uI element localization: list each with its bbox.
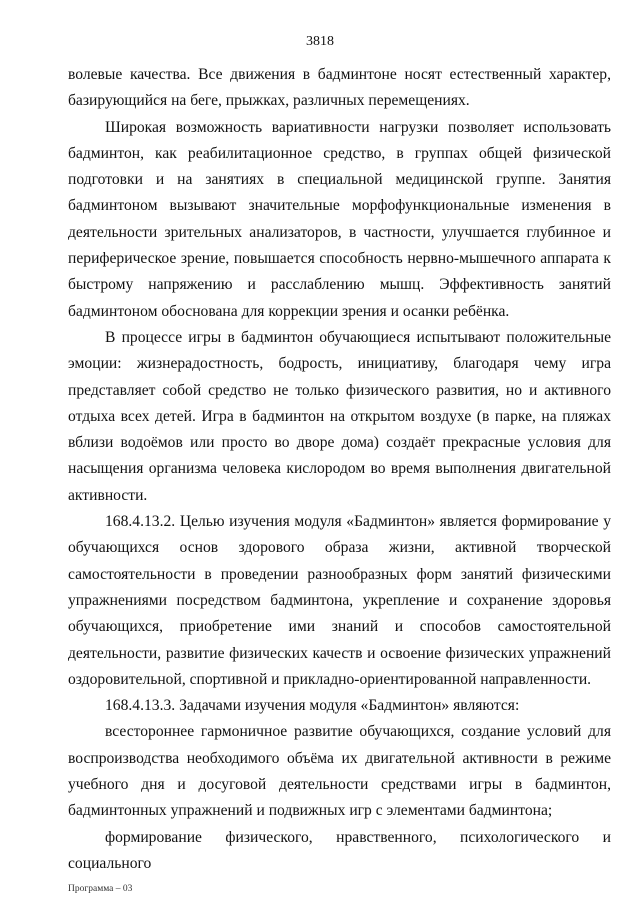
paragraph-tasks-heading: 168.4.13.3. Задачами изучения модуля «Бадминтон» являются: — [105, 697, 520, 715]
paragraph-continuation: волевые качества. Все движения в бадминтоне носят естественный характер, базирующийся на беге, прыжках, различных перемещениях. — [68, 66, 611, 110]
paragraph-emotions: В процессе игры в бадминтон обучающиеся испытывают положительные эмоции: жизнерадостность, бодрость, инициативу, благодаря чему игра представляет собой средство не только физического развития, но и активного отдыха всех детей. Игра в бадминтон на открытом воздухе (в парке, на пляжах вблизи водоёмов или просто во дворе дома) создаёт прекрасные условия для насыщения организма человека кислородом во время выполнения двигательной активности. — [68, 328, 611, 504]
page-number: 3818 — [306, 34, 334, 49]
body-text — [68, 62, 611, 877]
paragraph-task-1: всестороннее гармоничное развитие обучающихся, создание условий для воспроизводства необходимого объёма их двигательной активности в режиме учебного дня и досуговой деятельности средствами игры в бадминтон, бадминтонных упражнений и подвижных игр с элементами бадминтона; — [68, 723, 611, 820]
paragraph-variability: Широкая возможность вариативности нагрузки позволяет использовать бадминтон, как реабилитационное средство, в группах общей физической подготовки и на занятиях в специальной медицинской группе. Занятия бадминтоном вызывают значительные морфофункциональные изменения в деятельности зрительных анализаторов, в частности, улучшается глубинное и периферическое зрение, повышается способность нервно-мышечного аппарата к быстрому напряжению и расслаблению мышц. Эффективность занятий бадминтоном обоснована для коррекции зрения и осанки ребёнка. — [68, 118, 611, 320]
paragraph-task-2: формирование физического, нравственного, психологического и социального — [68, 828, 611, 872]
paragraph-goal: 168.4.13.2. Целью изучения модуля «Бадминтон» является формирование у обучающихся основ здорового образа жизни, активной творческой самостоятельности в проведении разнообразных форм занятий физическими упражнениями посредством бадминтона, укрепление и сохранение здоровья обучающихся, приобретение ими знаний и способов самостоятельной деятельности, развитие физических качеств и освоение физических упражнений оздоровительной, спортивной и прикладно-ориентированной направленности. — [68, 513, 611, 688]
footer-label: Программа – 03 — [68, 884, 133, 894]
